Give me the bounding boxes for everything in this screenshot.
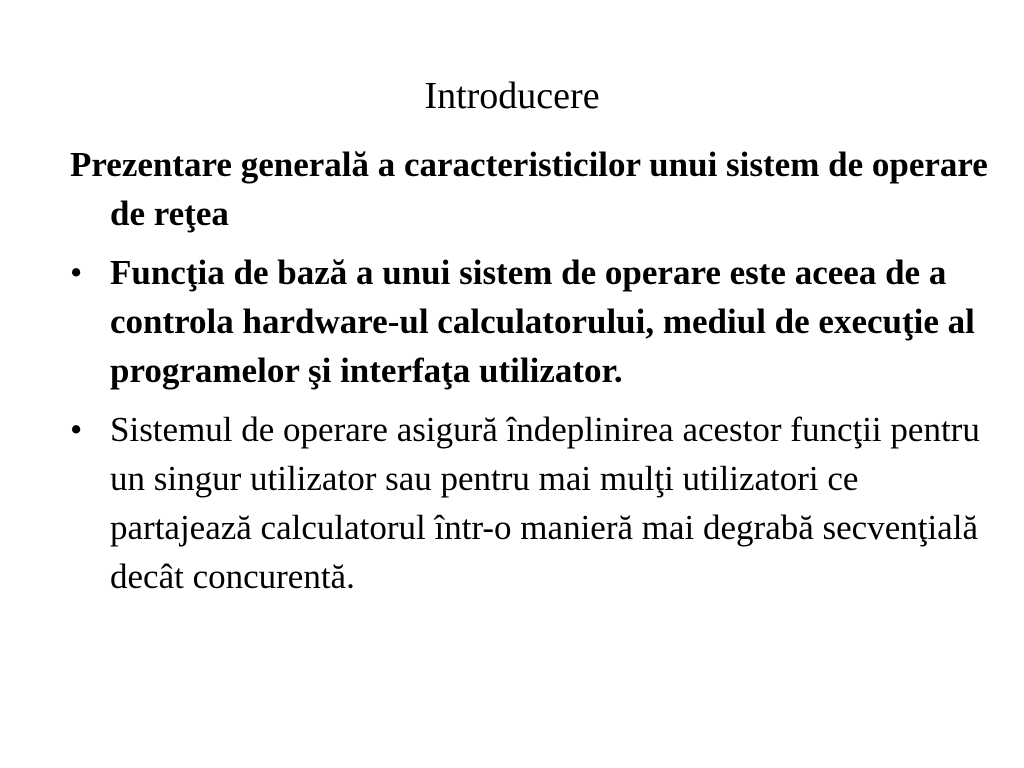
bullet-text: Funcţia de bază a unui sistem de operare este aceea de a controla hardware-ul calculatorului, mediul de execuţie al programelor şi interfaţa utilizator. <box>110 253 975 390</box>
bullet-marker: • <box>70 253 83 292</box>
slide-content <box>70 140 990 601</box>
bullet-text: Sistemul de operare asigură îndeplinirea acestor funcţii pentru un singur utilizator sau pentru mai mulţi utilizatori ce partajează calculatorul într-o manieră mai degrabă secvenţială decât concurentă. <box>110 410 980 596</box>
bullet-item <box>70 248 990 395</box>
bullet-item <box>70 405 990 601</box>
bullet-list <box>70 248 990 601</box>
slide-heading: Prezentare generală a caracteristicilor unui sistem de operare de reţea <box>70 145 988 233</box>
slide-title: Introducere <box>424 75 600 117</box>
bullet-marker: • <box>70 410 83 449</box>
